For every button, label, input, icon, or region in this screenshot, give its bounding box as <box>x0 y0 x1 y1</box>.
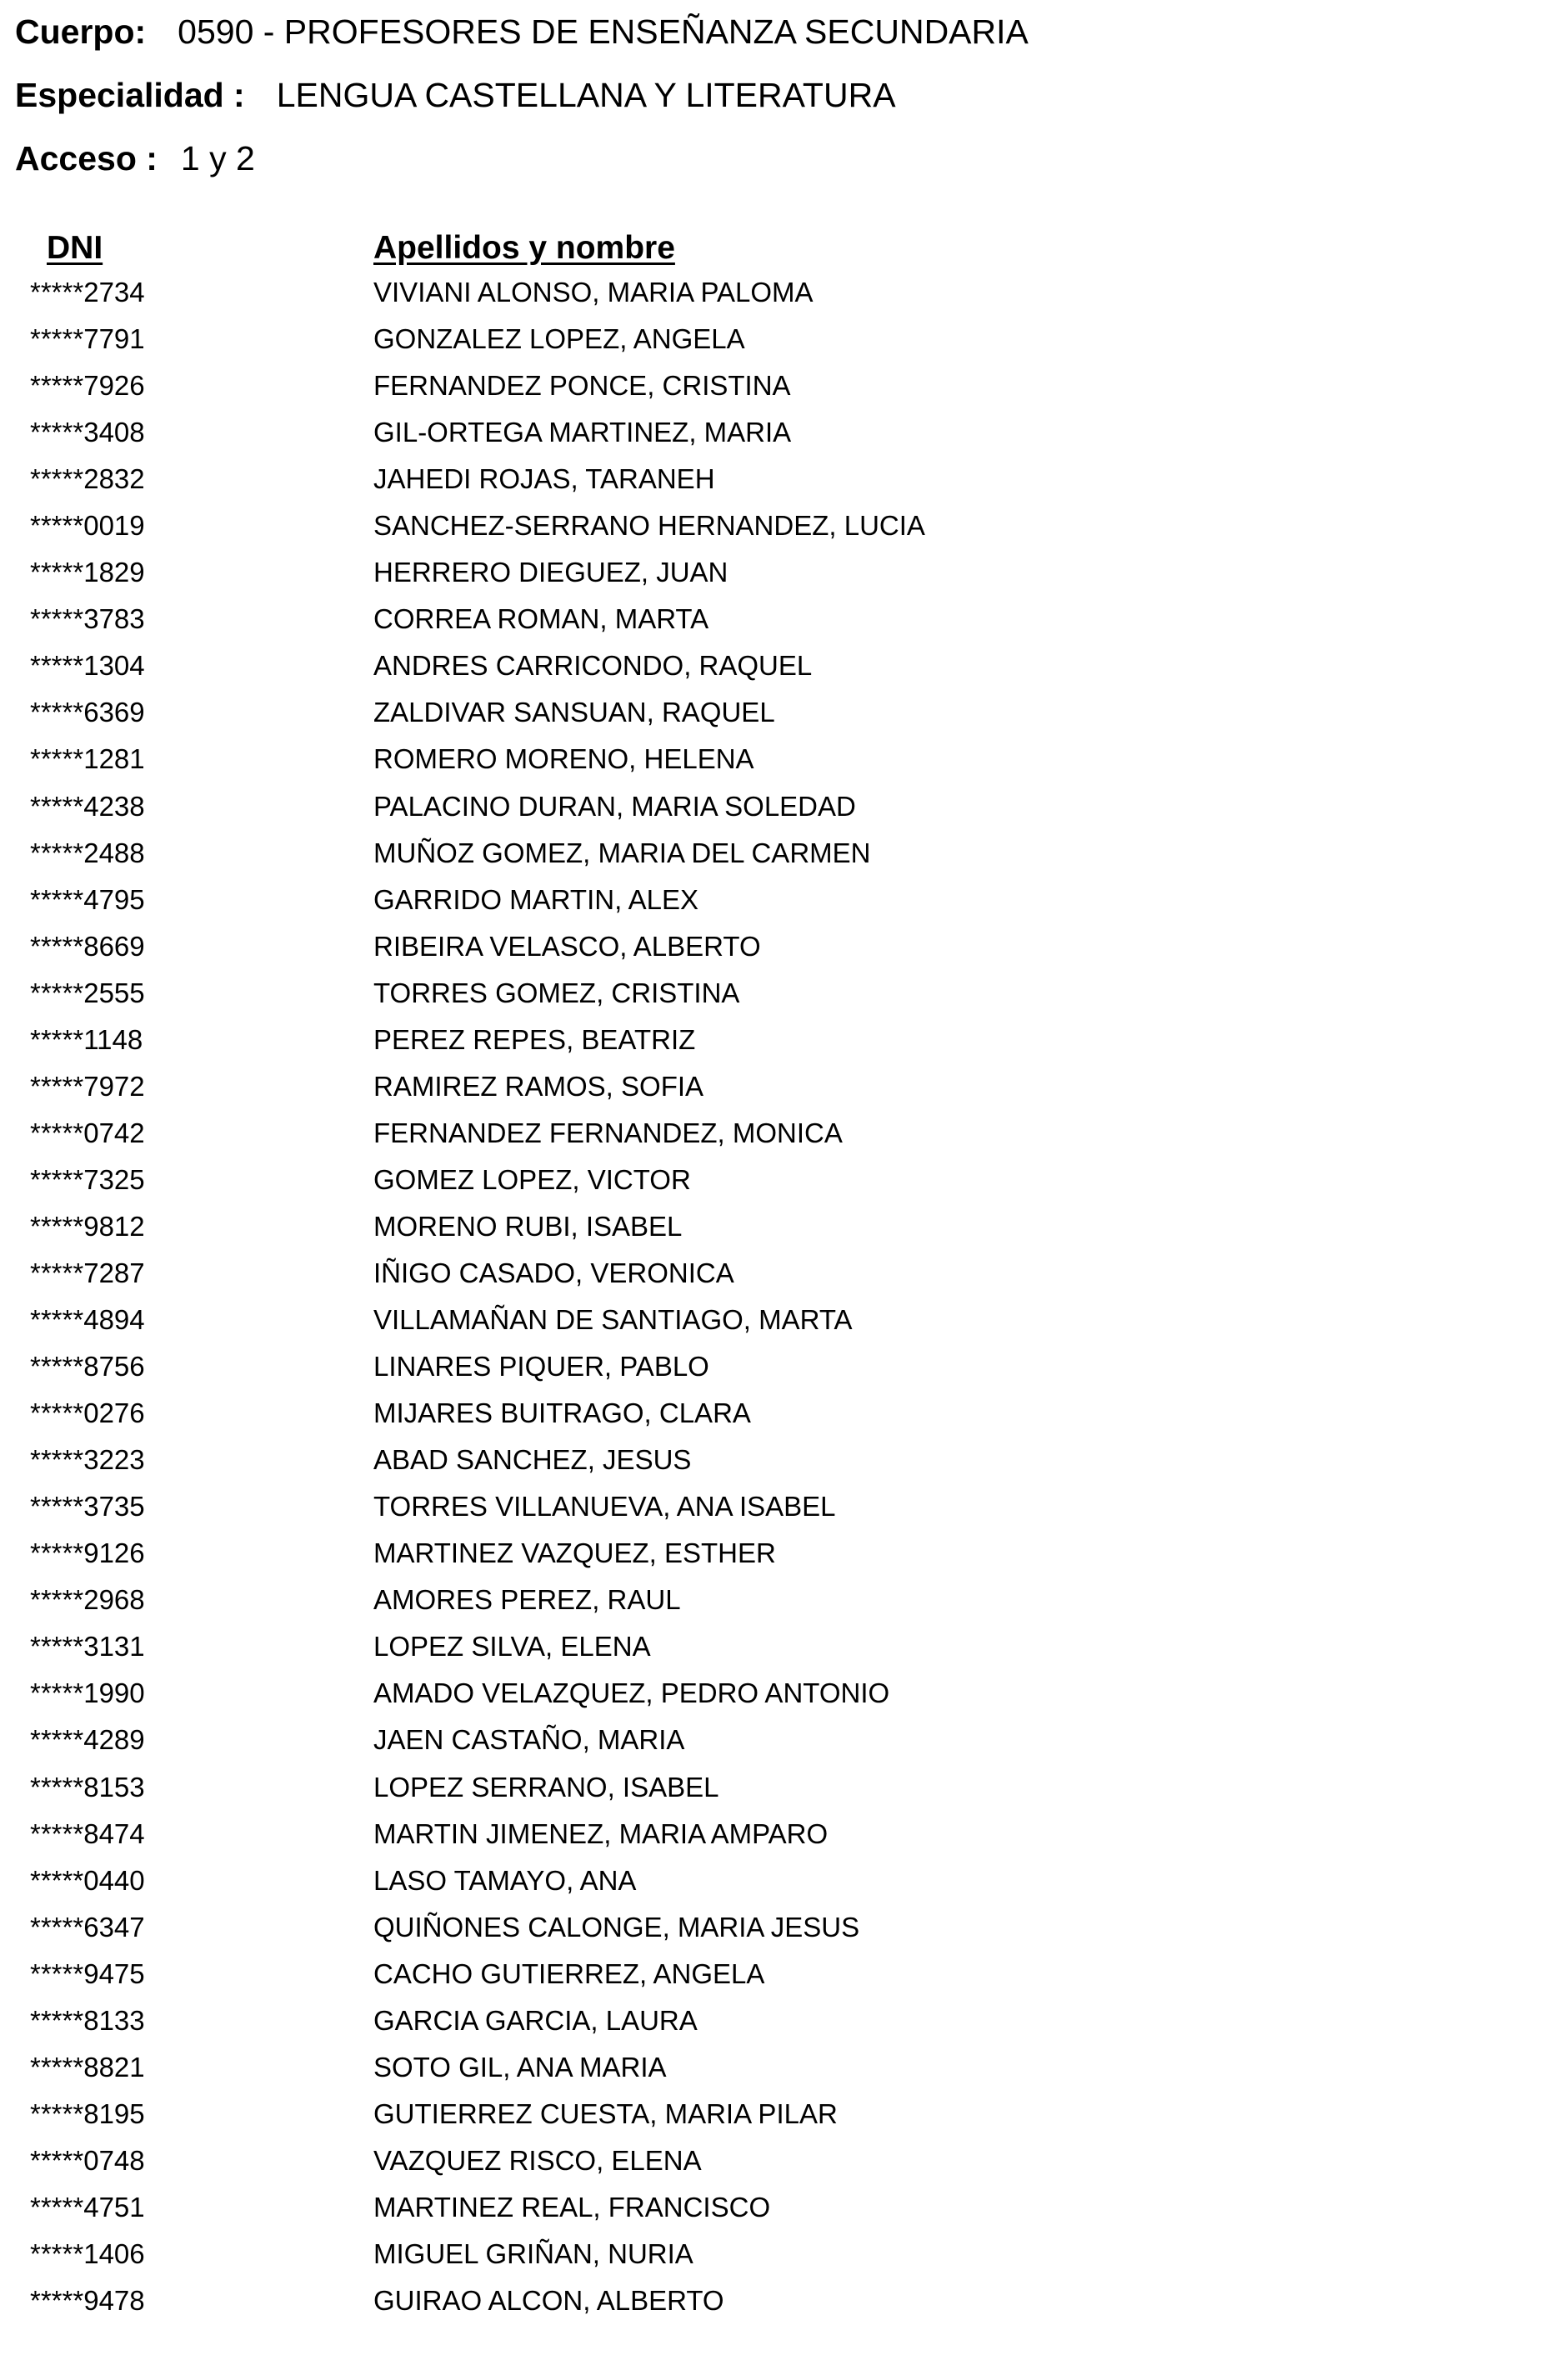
table-row <box>0 979 1547 1026</box>
nombre-cell: JAHEDI ROJAS, TARANEH <box>373 463 715 495</box>
table-row <box>0 1072 1547 1119</box>
nombre-cell: FERNANDEZ FERNANDEZ, MONICA <box>373 1117 843 1148</box>
table-row <box>0 1960 1547 2007</box>
table-row <box>0 2144 1547 2193</box>
nombre-cell: RIBEIRA VELASCO, ALBERTO <box>373 930 761 962</box>
table-row <box>0 558 1547 605</box>
dni-cell: *****8821 <box>30 2051 145 2082</box>
column-header-dni: DNI <box>47 230 103 266</box>
table-row <box>0 1306 1547 1352</box>
dni-cell: *****3735 <box>30 1491 145 1522</box>
nombre-cell: SOTO GIL, ANA MARIA <box>373 2051 667 2082</box>
table-row <box>0 839 1547 886</box>
especialidad-label: Especialidad : <box>15 76 245 114</box>
nombre-cell: MORENO RUBI, ISABEL <box>373 1210 683 1242</box>
dni-cell: *****2832 <box>30 463 145 495</box>
dni-cell: *****1281 <box>30 743 145 775</box>
dni-cell: *****6369 <box>30 697 145 728</box>
dni-cell: *****9478 <box>30 2285 145 2317</box>
nombre-cell: LASO TAMAYO, ANA <box>373 1864 637 1896</box>
dni-cell: *****9475 <box>30 1958 145 1989</box>
dni-cell: *****0748 <box>30 2144 145 2176</box>
table-row <box>0 1679 1547 1726</box>
nombre-cell: MIGUEL GRIÑAN, NURIA <box>373 2238 693 2269</box>
table-row <box>0 278 1547 325</box>
table-body <box>0 278 1547 2333</box>
dni-cell: *****1829 <box>30 557 145 588</box>
nombre-cell: CORREA ROMAN, MARTA <box>373 603 709 635</box>
table-row <box>0 1492 1547 1539</box>
dni-cell: *****4289 <box>30 1724 145 1756</box>
dni-cell: *****8474 <box>30 1818 145 1849</box>
dni-cell: *****4795 <box>30 883 145 915</box>
dni-cell: *****7972 <box>30 1070 145 1102</box>
table-row <box>0 1586 1547 1632</box>
dni-cell: *****2488 <box>30 837 145 868</box>
nombre-cell: VAZQUEZ RISCO, ELENA <box>373 2144 702 2176</box>
dni-cell: *****3408 <box>30 417 145 448</box>
dni-cell: *****3223 <box>30 1444 145 1476</box>
table-row <box>0 325 1547 372</box>
nombre-cell: LOPEZ SILVA, ELENA <box>373 1631 651 1662</box>
nombre-cell: TORRES VILLANUEVA, ANA ISABEL <box>373 1491 836 1522</box>
dni-cell: *****0276 <box>30 1398 145 1429</box>
table-row <box>0 1119 1547 1166</box>
nombre-cell: GUTIERREZ CUESTA, MARIA PILAR <box>373 2098 838 2129</box>
table-row <box>0 1212 1547 1259</box>
table-row <box>0 883 1547 932</box>
table-row <box>0 1259 1547 1306</box>
table-row <box>0 1773 1547 1820</box>
table-row <box>0 1539 1547 1586</box>
acceso-value: 1 y 2 <box>180 139 255 178</box>
dni-cell: *****0440 <box>30 1864 145 1896</box>
nombre-cell: ROMERO MORENO, HELENA <box>373 743 754 775</box>
dni-cell: *****1304 <box>30 650 145 682</box>
nombre-cell: TORRES GOMEZ, CRISTINA <box>373 977 740 1008</box>
dni-cell: *****8195 <box>30 2098 145 2129</box>
table-row <box>0 1632 1547 1679</box>
table-row <box>0 2287 1547 2333</box>
table-row <box>0 512 1547 558</box>
nombre-cell: MUÑOZ GOMEZ, MARIA DEL CARMEN <box>373 837 871 868</box>
dni-cell: *****1406 <box>30 2238 145 2269</box>
cuerpo-value: 0590 - PROFESORES DE ENSEÑANZA SECUNDARIA <box>178 12 1029 51</box>
nombre-cell: MIJARES BUITRAGO, CLARA <box>373 1398 751 1429</box>
table-row <box>0 1352 1547 1399</box>
header-cuerpo <box>15 12 1029 51</box>
especialidad-value: LENGUA CASTELLANA Y LITERATURA <box>276 76 896 114</box>
table-row <box>0 372 1547 418</box>
table-row <box>0 652 1547 698</box>
nombre-cell: IÑIGO CASADO, VERONICA <box>373 1257 734 1288</box>
table-row <box>0 1163 1547 1212</box>
column-header-nombre: Apellidos y nombre <box>373 230 675 266</box>
nombre-cell: FERNANDEZ PONCE, CRISTINA <box>373 370 791 402</box>
header-especialidad <box>15 78 896 112</box>
dni-cell: *****0019 <box>30 510 145 542</box>
table-row <box>0 792 1547 839</box>
dni-cell: *****3131 <box>30 1631 145 1662</box>
dni-cell: *****4238 <box>30 790 145 822</box>
dni-cell: *****9126 <box>30 1538 145 1569</box>
dni-cell: *****2555 <box>30 977 145 1008</box>
nombre-cell: GARRIDO MARTIN, ALEX <box>373 883 698 915</box>
nombre-cell: GUIRAO ALCON, ALBERTO <box>373 2285 724 2317</box>
table-row <box>0 2053 1547 2100</box>
table-row <box>0 1446 1547 1492</box>
table-row <box>0 745 1547 792</box>
table-row <box>0 1820 1547 1867</box>
nombre-cell: GONZALEZ LOPEZ, ANGELA <box>373 323 745 355</box>
nombre-cell: CACHO GUTIERREZ, ANGELA <box>373 1958 765 1989</box>
table-row <box>0 605 1547 652</box>
dni-cell: *****7325 <box>30 1163 145 1195</box>
nombre-cell: GIL-ORTEGA MARTINEZ, MARIA <box>373 417 792 448</box>
dni-cell: *****4894 <box>30 1304 145 1336</box>
nombre-cell: JAEN CASTAÑO, MARIA <box>373 1724 685 1756</box>
table-row <box>0 1399 1547 1446</box>
dni-cell: *****1148 <box>30 1023 143 1055</box>
dni-cell: *****7791 <box>30 323 145 355</box>
nombre-cell: ZALDIVAR SANSUAN, RAQUEL <box>373 697 775 728</box>
nombre-cell: VIVIANI ALONSO, MARIA PALOMA <box>373 277 814 308</box>
nombre-cell: GOMEZ LOPEZ, VICTOR <box>373 1163 691 1195</box>
nombre-cell: LINARES PIQUER, PABLO <box>373 1351 709 1382</box>
acceso-label: Acceso : <box>15 139 158 178</box>
header-acceso <box>15 139 255 178</box>
cuerpo-label: Cuerpo: <box>15 12 147 51</box>
nombre-cell: RAMIREZ RAMOS, SOFIA <box>373 1070 704 1102</box>
table-row <box>0 2004 1547 2053</box>
nombre-cell: GARCIA GARCIA, LAURA <box>373 2004 698 2036</box>
nombre-cell: AMADO VELAZQUEZ, PEDRO ANTONIO <box>373 1678 890 1709</box>
dni-cell: *****9812 <box>30 1210 145 1242</box>
dni-cell: *****2968 <box>30 1584 145 1616</box>
dni-cell: *****8756 <box>30 1351 145 1382</box>
table-row <box>0 1023 1547 1072</box>
nombre-cell: ABAD SANCHEZ, JESUS <box>373 1444 692 1476</box>
table-row <box>0 1726 1547 1772</box>
dni-cell: *****8153 <box>30 1771 145 1802</box>
nombre-cell: MARTIN JIMENEZ, MARIA AMPARO <box>373 1818 829 1849</box>
table-row <box>0 418 1547 465</box>
table-row <box>0 2240 1547 2287</box>
nombre-cell: PALACINO DURAN, MARIA SOLEDAD <box>373 790 856 822</box>
nombre-cell: QUIÑONES CALONGE, MARIA JESUS <box>373 1911 860 1942</box>
nombre-cell: MARTINEZ VAZQUEZ, ESTHER <box>373 1538 776 1569</box>
nombre-cell: ANDRES CARRICONDO, RAQUEL <box>373 650 813 682</box>
table-row <box>0 465 1547 512</box>
nombre-cell: VILLAMAÑAN DE SANTIAGO, MARTA <box>373 1304 853 1336</box>
nombre-cell: SANCHEZ-SERRANO HERNANDEZ, LUCIA <box>373 510 925 542</box>
dni-cell: *****7926 <box>30 370 145 402</box>
nombre-cell: AMORES PEREZ, RAUL <box>373 1584 681 1616</box>
table-row <box>0 1913 1547 1960</box>
dni-cell: *****6347 <box>30 1911 145 1942</box>
dni-cell: *****8133 <box>30 2004 145 2036</box>
dni-cell: *****1990 <box>30 1678 145 1709</box>
table-row <box>0 2100 1547 2147</box>
nombre-cell: PEREZ REPES, BEATRIZ <box>373 1023 696 1055</box>
dni-cell: *****3783 <box>30 603 145 635</box>
table-row <box>0 1864 1547 1913</box>
dni-cell: *****0742 <box>30 1117 145 1148</box>
table-row <box>0 2193 1547 2240</box>
dni-cell: *****2734 <box>30 277 145 308</box>
dni-cell: *****4751 <box>30 2191 145 2222</box>
nombre-cell: LOPEZ SERRANO, ISABEL <box>373 1771 719 1802</box>
nombre-cell: MARTINEZ REAL, FRANCISCO <box>373 2191 771 2222</box>
dni-cell: *****7287 <box>30 1257 145 1288</box>
table-row <box>0 698 1547 745</box>
dni-cell: *****8669 <box>30 930 145 962</box>
table-row <box>0 932 1547 979</box>
nombre-cell: HERRERO DIEGUEZ, JUAN <box>373 557 728 588</box>
